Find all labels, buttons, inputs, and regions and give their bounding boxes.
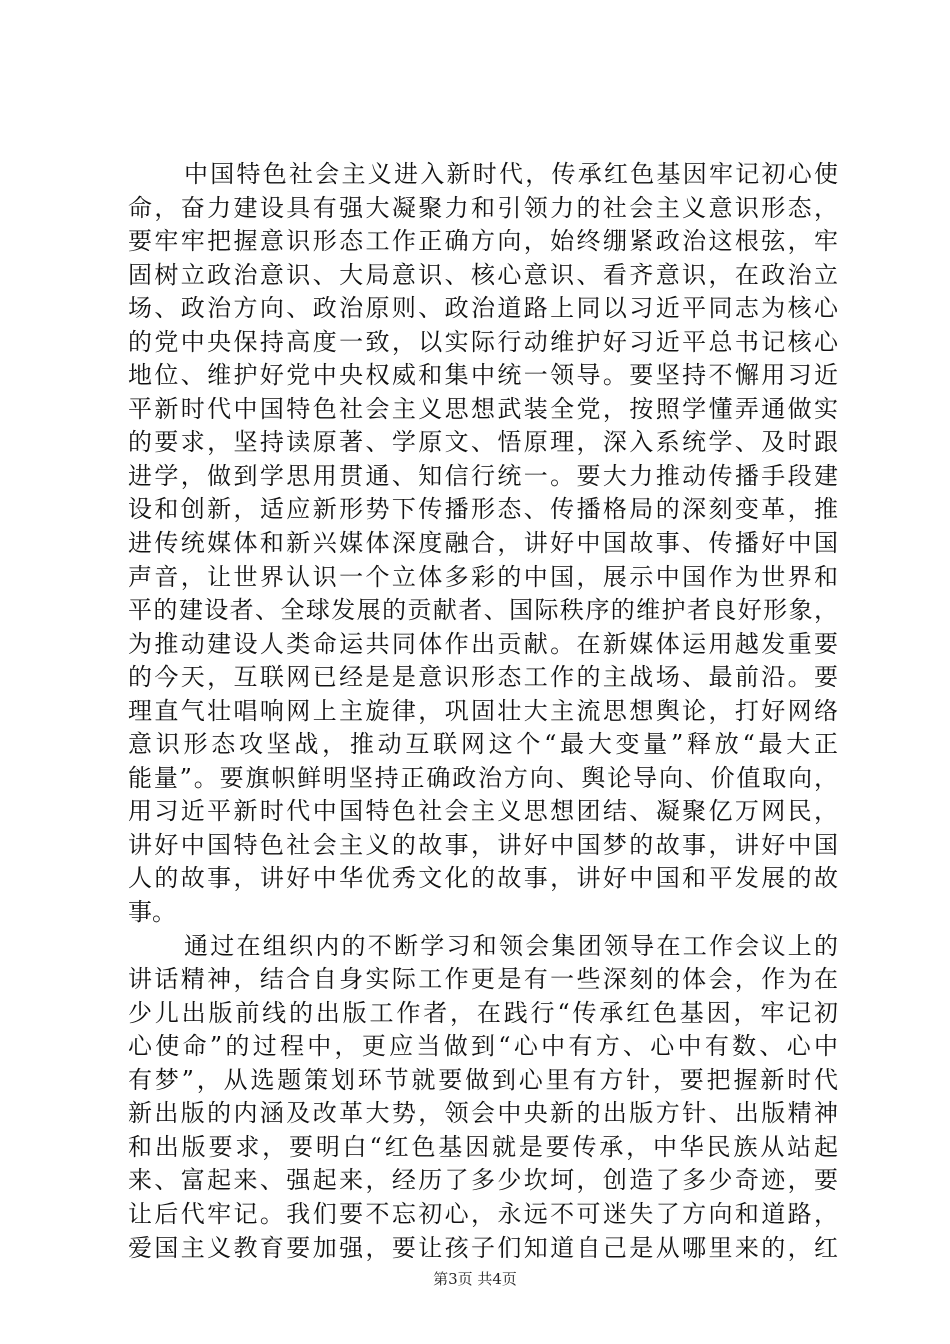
text-line: 新出版的内涵及改革大势，领会中央新的出版方针、出版精神 [128,1099,838,1128]
text-line: 爱国主义教育要加强，要让孩子们知道自己是从哪里来的，红 [128,1233,838,1262]
text-line: 平的建设者、全球发展的贡献者、国际秩序的维护者良好形象， [128,596,838,625]
text-line: 能量”。要旗帜鲜明坚持正确政治方向、舆论导向、价值取向， [128,763,838,792]
text-line: 意识形态攻坚战，推动互联网这个“最大变量”释放“最大正 [128,730,838,759]
text-line: 的要求，坚持读原著、学原文、悟原理，深入系统学、及时跟 [128,428,838,457]
text-line: 进传统媒体和新兴媒体深度融合，讲好中国故事、传播好中国 [128,529,838,558]
paragraph-1 [128,158,838,930]
document-body [128,158,838,1265]
text-line: 进学，做到学思用贯通、知信行统一。要大力推动传播手段建 [128,461,838,490]
text-line: 地位、维护好党中央权威和集中统一领导。要坚持不懈用习近 [128,361,838,390]
text-line: 事。 [128,898,176,927]
text-line: 讲好中国特色社会主义的故事，讲好中国梦的故事，讲好中国 [128,830,838,859]
text-line: 命，奋力建设具有强大凝聚力和引领力的社会主义意识形态， [128,193,838,222]
text-line: 有梦”，从选题策划环节就要做到心里有方针，要把握新时代 [128,1065,838,1094]
text-line: 平新时代中国特色社会主义思想武装全党，按照学懂弄通做实 [128,394,838,423]
text-line: 中国特色社会主义进入新时代，传承红色基因牢记初心使 [184,160,838,188]
text-line: 固树立政治意识、大局意识、核心意识、看齐意识，在政治立 [128,260,838,289]
text-line: 通过在组织内的不断学习和领会集团领导在工作会议上的 [184,931,838,960]
text-line: 和出版要求，要明白“红色基因就是要传承，中华民族从站起 [128,1132,838,1161]
text-line: 要牢牢把握意识形态工作正确方向，始终绷紧政治这根弦，牢 [128,227,838,256]
text-line: 用习近平新时代中国特色社会主义思想团结、凝聚亿万网民， [128,797,838,826]
text-line: 的今天，互联网已经是是意识形态工作的主战场、最前沿。要 [128,663,838,692]
text-line: 少儿出版前线的出版工作者，在践行“传承红色基因，牢记初 [128,998,838,1027]
text-line: 心使命”的过程中，更应当做到“心中有方、心中有数、心中 [128,1032,838,1061]
text-line: 让后代牢记。我们要不忘初心，永远不可迷失了方向和道路， [128,1199,838,1228]
text-line: 为推动建设人类命运共同体作出贡献。在新媒体运用越发重要 [128,629,838,658]
page-number-footer: 第3页 共4页 [433,1270,517,1288]
text-line: 人的故事，讲好中华优秀文化的故事，讲好中国和平发展的故 [128,864,838,893]
paragraph-2 [128,930,838,1265]
text-line: 设和创新，适应新形势下传播形态、传播格局的深刻变革，推 [128,495,838,524]
text-line: 讲话精神，结合自身实际工作更是有一些深刻的体会，作为在 [128,965,838,994]
text-line: 场、政治方向、政治原则、政治道路上同以习近平同志为核心 [128,294,838,323]
text-line: 声音，让世界认识一个立体多彩的中国，展示中国作为世界和 [128,562,838,591]
text-line: 来、富起来、强起来，经历了多少坎坷，创造了多少奇迹，要 [128,1166,838,1195]
text-line: 的党中央保持高度一致，以实际行动维护好习近平总书记核心 [128,327,838,356]
text-line: 理直气壮唱响网上主旋律，巩固壮大主流思想舆论，打好网络 [128,696,838,725]
